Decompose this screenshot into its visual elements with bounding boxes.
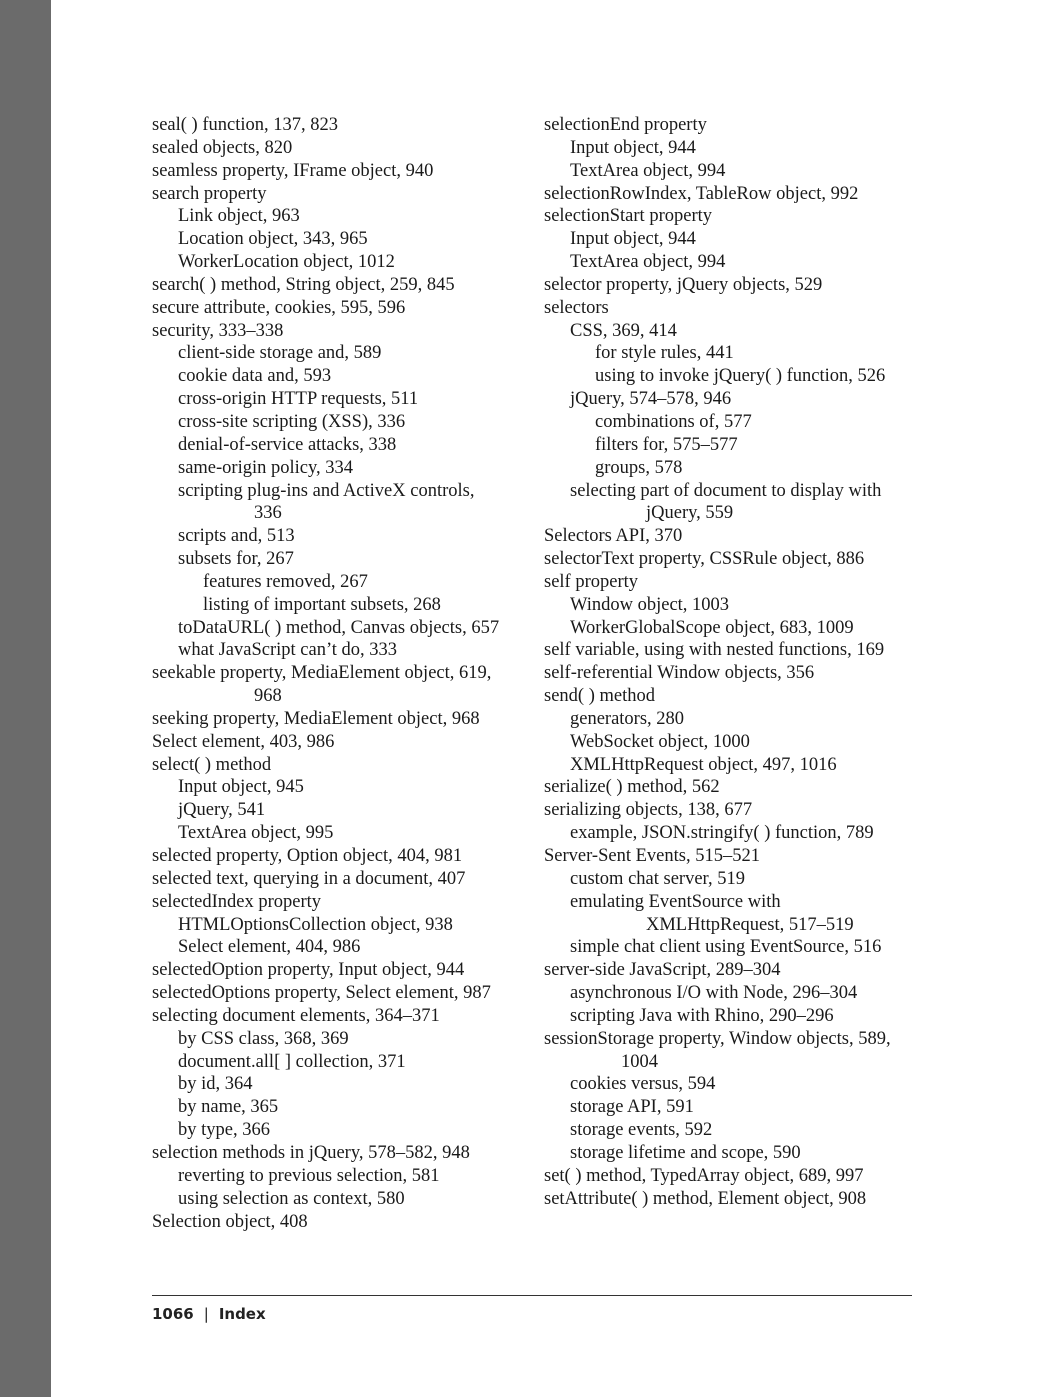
index-entry: Select element, 403, 986	[152, 731, 335, 752]
index-entry: 336	[254, 503, 282, 524]
index-entry: what JavaScript can’t do, 333	[178, 640, 398, 661]
index-entry: sessionStorage property, Window objects, 589,	[544, 1028, 891, 1049]
index-entry: TextArea object, 994	[570, 252, 726, 273]
index-entry: Input object, 944	[570, 229, 696, 250]
index-entry: Location object, 343, 965	[178, 229, 368, 250]
index-entry: custom chat server, 519	[570, 868, 745, 889]
index-entry: self property	[544, 571, 639, 592]
index-entry: Link object, 963	[178, 206, 300, 227]
index-entry: Select element, 404, 986	[178, 937, 361, 958]
index-entry: cross-site scripting (XSS), 336	[178, 411, 406, 432]
footer-rule	[152, 1295, 912, 1296]
index-entry: selecting part of document to display with	[570, 480, 882, 501]
index-entry: by id, 364	[178, 1074, 253, 1095]
index-column-right	[544, 114, 919, 1211]
footer-separator: |	[203, 1305, 209, 1323]
page-number: 1066	[152, 1305, 194, 1323]
index-entry: selectedIndex property	[152, 891, 321, 912]
index-entry: cookie data and, 593	[178, 366, 332, 387]
index-entry: Input object, 945	[178, 777, 304, 798]
index-entry: storage lifetime and scope, 590	[570, 1142, 801, 1163]
index-entry: Input object, 944	[570, 137, 696, 158]
index-entry: HTMLOptionsCollection object, 938	[178, 914, 453, 935]
index-entry: selectors	[544, 297, 609, 318]
index-entry: sealed objects, 820	[152, 137, 293, 158]
index-entry: storage events, 592	[570, 1120, 713, 1141]
index-entry: selected property, Option object, 404, 981	[152, 846, 463, 866]
index-entry: selectionEnd property	[544, 115, 707, 135]
index-entry: XMLHttpRequest object, 497, 1016	[570, 754, 837, 775]
index-entry: jQuery, 559	[646, 503, 734, 524]
index-entry: scripting plug-ins and ActiveX controls,	[178, 480, 475, 501]
index-entry: generators, 280	[570, 708, 685, 729]
index-entry: selector property, jQuery objects, 529	[544, 274, 823, 295]
index-entry: Selectors API, 370	[544, 526, 683, 547]
index-entry: security, 333–338	[152, 320, 284, 341]
index-entry: selectedOptions property, Select element, 987	[152, 983, 491, 1004]
index-entry: example, JSON.stringify( ) function, 789	[570, 823, 874, 844]
index-entry: 968	[254, 686, 282, 707]
index-entry: selectionStart property	[544, 206, 712, 227]
index-entry: listing of important subsets, 268	[203, 594, 441, 615]
index-entry: selectionRowIndex, TableRow object, 992	[544, 183, 859, 204]
index-entry: same-origin policy, 334	[178, 457, 354, 478]
page-gutter	[0, 0, 51, 1397]
index-entry: features removed, 267	[203, 571, 368, 592]
index-entry: groups, 578	[595, 457, 683, 478]
index-entry: by CSS class, 368, 369	[178, 1028, 349, 1049]
page-footer	[152, 1305, 266, 1323]
index-entry: emulating EventSource with	[570, 891, 781, 912]
index-entry: setAttribute( ) method, Element object, 908	[544, 1188, 867, 1209]
index-entry: jQuery, 541	[178, 800, 266, 821]
index-entry: cross-origin HTTP requests, 511	[178, 389, 419, 410]
index-entry: XMLHttpRequest, 517–519	[646, 914, 854, 935]
index-entry: select( ) method	[152, 754, 272, 775]
index-entry: CSS, 369, 414	[570, 320, 677, 341]
index-entry: reverting to previous selection, 581	[178, 1165, 440, 1186]
index-entry: combinations of, 577	[595, 411, 752, 432]
index-entry: WorkerLocation object, 1012	[178, 252, 395, 273]
index-entry: by name, 365	[178, 1097, 279, 1118]
index-entry: toDataURL( ) method, Canvas objects, 657	[178, 617, 500, 638]
index-entry: WebSocket object, 1000	[570, 731, 750, 752]
index-entry: TextArea object, 994	[570, 160, 726, 181]
index-entry: client-side storage and, 589	[178, 343, 382, 364]
index-entry: using selection as context, 580	[178, 1188, 405, 1209]
index-entry: search property	[152, 183, 267, 204]
index-entry: selectedOption property, Input object, 944	[152, 960, 465, 981]
index-entry: WorkerGlobalScope object, 683, 1009	[570, 617, 854, 638]
index-entry: secure attribute, cookies, 595, 596	[152, 297, 406, 318]
index-entry: seamless property, IFrame object, 940	[152, 160, 434, 181]
index-entry: search( ) method, String object, 259, 845	[152, 274, 455, 295]
index-entry: Selection object, 408	[152, 1211, 308, 1232]
section-title: Index	[218, 1305, 266, 1323]
index-entry: using to invoke jQuery( ) function, 526	[595, 366, 886, 387]
index-entry: scripting Java with Rhino, 290–296	[570, 1005, 834, 1026]
index-entry: subsets for, 267	[178, 549, 294, 570]
index-entry: filters for, 575–577	[595, 434, 738, 455]
index-entry: selected text, querying in a document, 407	[152, 868, 466, 889]
index-entry: Server-Sent Events, 515–521	[544, 846, 760, 866]
index-entry: seekable property, MediaElement object, 619,	[152, 663, 492, 684]
index-entry: scripts and, 513	[178, 526, 295, 547]
index-entry: by type, 366	[178, 1120, 270, 1141]
index-entry: selection methods in jQuery, 578–582, 948	[152, 1142, 470, 1163]
index-entry: denial-of-service attacks, 338	[178, 434, 397, 455]
index-entry: TextArea object, 995	[178, 823, 334, 844]
index-entry: document.all[ ] collection, 371	[178, 1051, 406, 1072]
index-entry: simple chat client using EventSource, 516	[570, 937, 882, 958]
index-entry: selectorText property, CSSRule object, 886	[544, 549, 865, 570]
index-entry: selecting document elements, 364–371	[152, 1005, 440, 1026]
index-entry: self variable, using with nested functions, 169	[544, 640, 885, 661]
index-entry: self-referential Window objects, 356	[544, 663, 815, 684]
index-entry: set( ) method, TypedArray object, 689, 997	[544, 1165, 864, 1186]
index-entry: asynchronous I/O with Node, 296–304	[570, 983, 858, 1004]
index-entry: seeking property, MediaElement object, 968	[152, 708, 480, 729]
index-entry: server-side JavaScript, 289–304	[544, 960, 781, 981]
index-entry: storage API, 591	[570, 1097, 694, 1118]
index-entry: serialize( ) method, 562	[544, 777, 720, 798]
index-entry: serializing objects, 138, 677	[544, 800, 753, 821]
index-entry: for style rules, 441	[595, 343, 734, 364]
index-entry: cookies versus, 594	[570, 1074, 716, 1095]
index-entry: Window object, 1003	[570, 594, 730, 615]
index-column-left	[152, 114, 527, 1233]
index-entry: 1004	[621, 1051, 658, 1072]
index-entry: send( ) method	[544, 686, 655, 707]
index-entry: seal( ) function, 137, 823	[152, 115, 338, 135]
index-entry: jQuery, 574–578, 946	[570, 389, 732, 410]
